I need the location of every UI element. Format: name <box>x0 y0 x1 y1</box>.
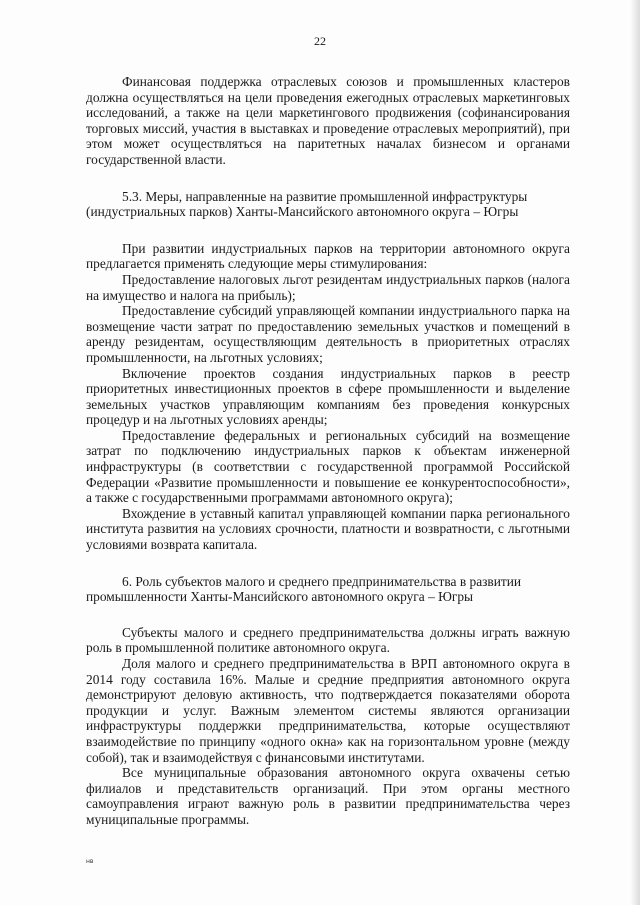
page-number: 22 <box>314 34 326 48</box>
scan-edge-shadow <box>630 0 640 905</box>
section-heading: 5.3. Меры, направленные на развитие промышленной инфраструктуры (индустриальных парков) Ханты-Мансийского автономного округа – Югры <box>86 188 528 220</box>
paragraph: Вхождение в уставный капитал управляющей компании парка регионального института развития на условиях срочности, платности и возвратности, с льготными условиями возврата капитала. <box>86 505 570 553</box>
paragraph: Субъекты малого и среднего предпринимательства должны играть важную роль в промышленной политике автономного округа. <box>86 624 570 656</box>
paragraph: Предоставление субсидий управляющей компании индустриального парка на возмещение части затрат по предоставлению земельных участков и помещений в аренду резидентам, осуществляющим деятельность в приоритетных отраслях промышленности, на льготных условиях; <box>86 303 570 365</box>
paragraph: Предоставление федеральных и региональных субсидий на возмещение затрат по подключению индустриальных парков к объектам инженерной инфраструктуры (в соответствии с государственной программой Российской Федерации «Развитие промышленности и повышение ее конкурентоспособности», а также с государственными программами автономного округа); <box>86 427 570 506</box>
paragraph: Включение проектов создания индустриальных парков в реестр приоритетных инвестиционных проектов в сфере промышленности и выделение земельных участков управляющим компаниям без проведения конкурсных процедур и на льготных условиях аренды; <box>86 365 570 428</box>
paragraph: Все муниципальные образования автономного округа охвачены сетью филиалов и представительств организаций. При этом органы местного самоуправления играют важную роль в развитии предпринимательства через муниципальные программы. <box>86 765 570 827</box>
document-body <box>86 74 570 828</box>
footer-mark: нв <box>86 858 94 865</box>
paragraph: Финансовая поддержка отраслевых союзов и промышленных кластеров должна осуществляться на цели проведения ежегодных отраслевых маркетинговых исследований, а также на цели маркетингового продвижения (софинансирования торговых миссий, участия в выставках и проведение отраслевых мероприятий), при этом может осуществляться на паритетных началах бизнесом и органами государственной власти. <box>86 74 570 167</box>
section-heading: 6. Роль субъектов малого и среднего предпринимательства в развитии промышленности Ханты-Мансийского автономного округа – Югры <box>86 573 522 605</box>
paragraph: При развитии индустриальных парков на территории автономного округа предлагается применять следующие меры стимулирования: <box>86 240 570 272</box>
paragraph: Предоставление налоговых льгот резидентам индустриальных парков (налога на имущество и налога на прибыль); <box>86 271 570 303</box>
paragraph: Доля малого и среднего предпринимательства в ВРП автономного округа в 2014 году составила 16%. Малые и средние предприятия автономного округа демонстрируют деловую активность, что подтверждается показателями оборота продукции и услуг. Важным элементом системы являются организации инфраструктуры поддержки предпринимательства, которые осуществляют взаимодействие по принципу «одного окна» как на горизонтальном уровне (между собой), так и взаимодействуя с финансовыми институтами. <box>86 656 570 765</box>
